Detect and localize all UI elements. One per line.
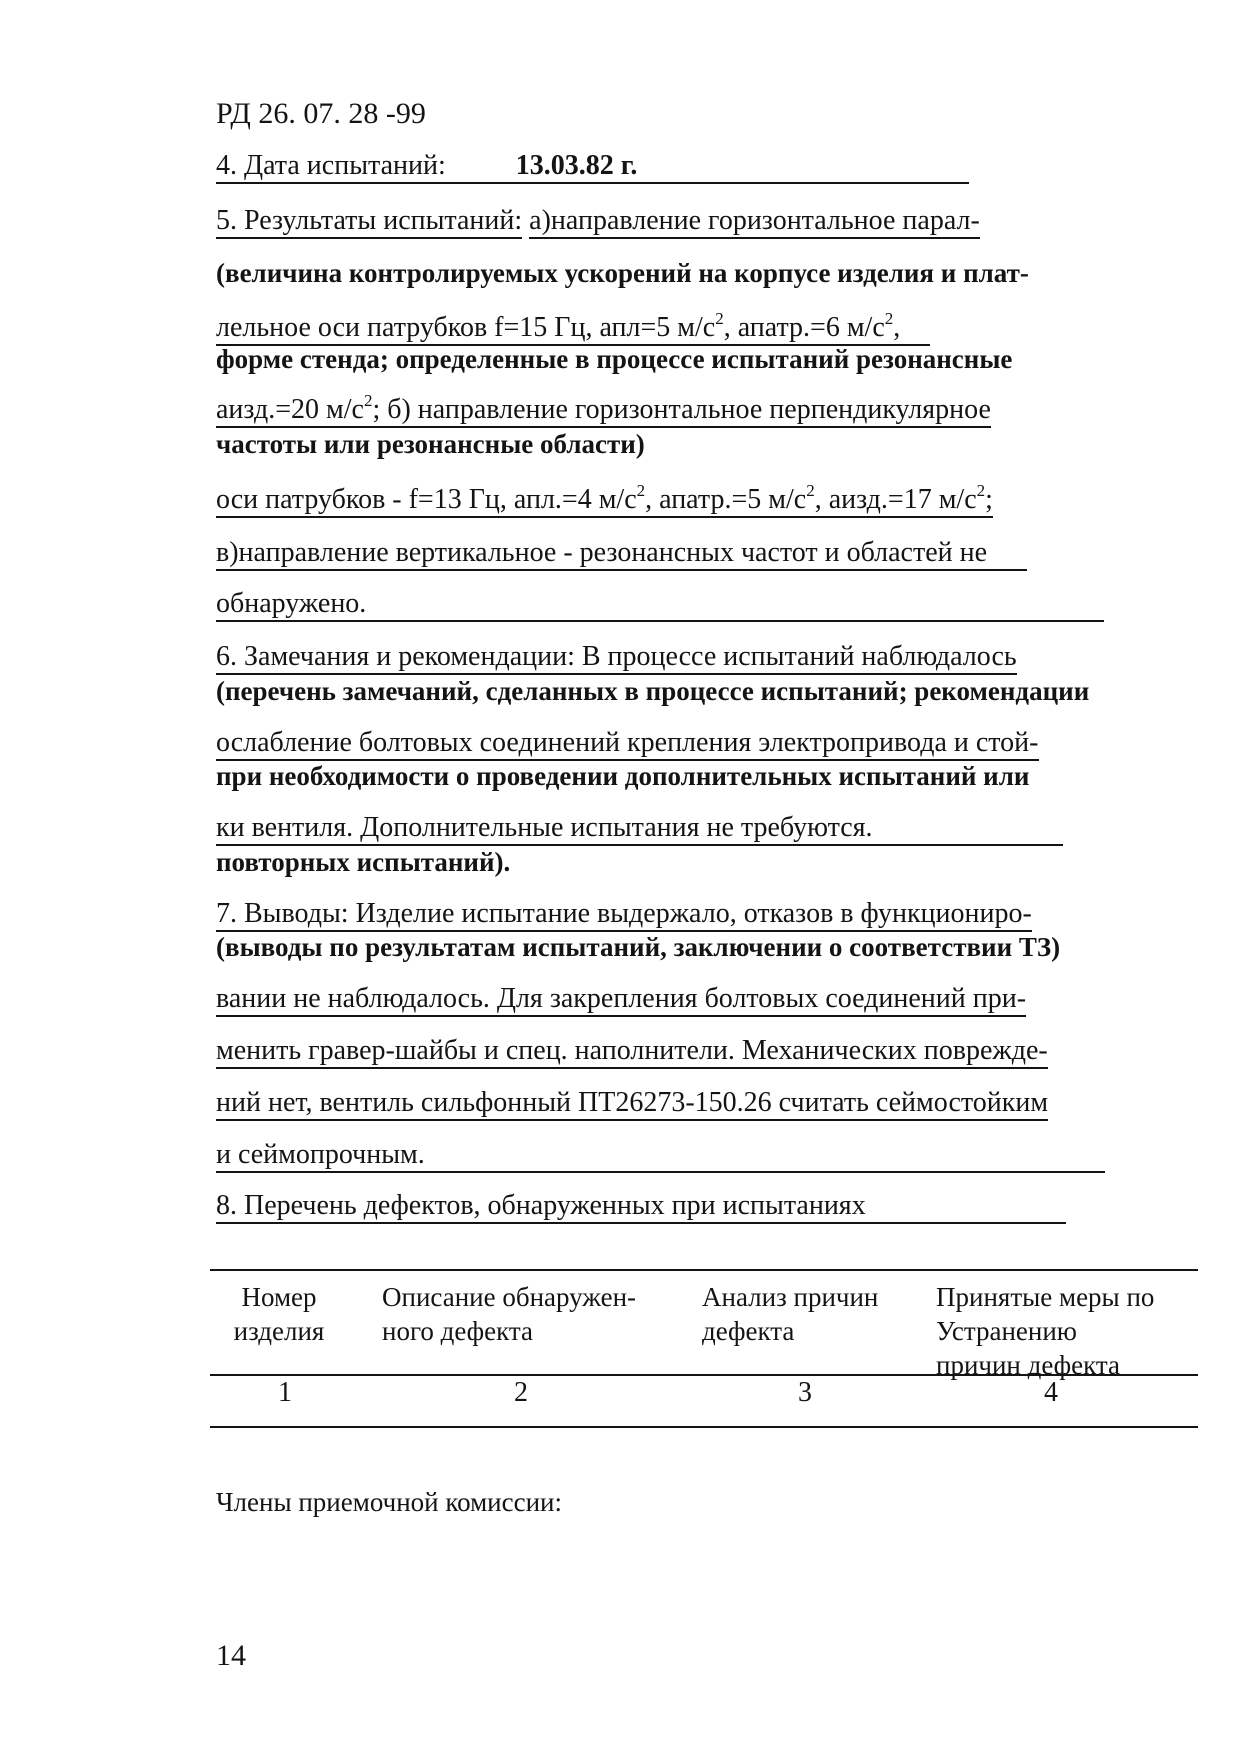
conclusions-line-4: ний нет, вентиль сильфонный ПТ26273-150.26 считать сеймостойким — [216, 1087, 1048, 1119]
results-direction-a: а)направление горизонтальное парал- — [529, 205, 980, 239]
page-number: 14 — [216, 1639, 246, 1672]
commission-members-label: Члены приемочной комиссии: — [216, 1487, 562, 1517]
table-header-measures-taken: Принятые меры по Устранению причин дефекта — [936, 1282, 1155, 1380]
table-column-number-4: 4 — [1044, 1377, 1058, 1408]
results-line-b: оси патрубков - f=13 Гц, апл.=4 $м/с^2$, апатр.=5 $м/с^2$, аизд.=17 $м/с^2$; — [216, 484, 993, 516]
table-top-rule — [210, 1269, 1198, 1271]
conclusions-label: 7. Выводы: — [216, 898, 349, 929]
results-caption-3: частоты или резонансные области) — [216, 429, 645, 459]
remarks-label: 6. Замечания и рекомендации: — [216, 641, 575, 672]
table-column-number-1: 1 — [278, 1377, 292, 1408]
section-7-line-1: 7. Выводы: Изделие испытание выдержало, отказов в функциониро- — [216, 898, 1032, 930]
results-label: 5. Результаты испытаний: — [216, 205, 522, 239]
results-line-c: в)направление вертикальное - резонансных частот и областей не — [216, 537, 1027, 569]
section-5-line-1 — [216, 205, 980, 237]
conclusions-line-2: вании не наблюдалось. Для закрепления болтовых соединений при- — [216, 983, 1026, 1015]
results-line-c2: обнаружено. — [216, 588, 1104, 620]
table-header-item-number: Номер изделия — [233, 1282, 325, 1346]
remarks-caption-2: при необходимости о проведении дополнительных испытаний или — [216, 761, 1030, 791]
results-line-2: лельное оси патрубков f=15 Гц, апл=5 $м/с^2$, апатр.=6 $м/с^2$, — [216, 312, 930, 344]
test-date-value: 13.03.82 г. — [516, 150, 638, 184]
defects-label: 8. Перечень дефектов, обнаруженных при испытаниях — [216, 1190, 866, 1221]
results-caption-1: (величина контролируемых ускорений на корпусе изделия и плат- — [216, 258, 1029, 288]
conclusions-caption: (выводы по результатам испытаний, заключении о соответствии ТЗ) — [216, 932, 1061, 962]
table-header-cause-analysis: Анализ причин дефекта — [702, 1282, 879, 1346]
table-column-number-2: 2 — [514, 1377, 528, 1408]
table-header-rule — [210, 1374, 1198, 1376]
table-bottom-rule — [210, 1426, 1198, 1428]
conclusions-line-5: и сеймопрочным. — [216, 1139, 1105, 1171]
remarks-line-2: ослабление болтовых соединений крепления электропривода и стой- — [216, 727, 1039, 759]
table-header-defect-description: Описание обнаружен- ного дефекта — [382, 1282, 637, 1346]
remarks-caption-1: (перечень замечаний, сделанных в процессе испытаний; рекомендации — [216, 676, 1090, 706]
remarks-line-3: ки вентиля. Дополнительные испытания не требуются. — [216, 812, 1063, 844]
test-date-label: 4. Дата испытаний: — [216, 150, 446, 184]
results-caption-2: форме стенда; определенные в процессе испытаний резонансные — [216, 344, 1013, 374]
section-6-line-1: 6. Замечания и рекомендации: В процессе испытаний наблюдалось — [216, 641, 1017, 673]
section-8-line — [216, 1190, 1066, 1222]
remarks-caption-3: повторных испытаний). — [216, 847, 511, 877]
doc-code: РД 26. 07. 28 -99 — [216, 97, 426, 130]
section-4-line — [216, 150, 969, 182]
table-column-number-3: 3 — [798, 1377, 812, 1408]
conclusions-line-3: менить гравер-шайбы и спец. наполнители. Механических поврежде- — [216, 1035, 1048, 1067]
results-line-3: аизд.=20 $м/с^2$; б) направление горизонтальное перпендикулярное — [216, 394, 991, 426]
